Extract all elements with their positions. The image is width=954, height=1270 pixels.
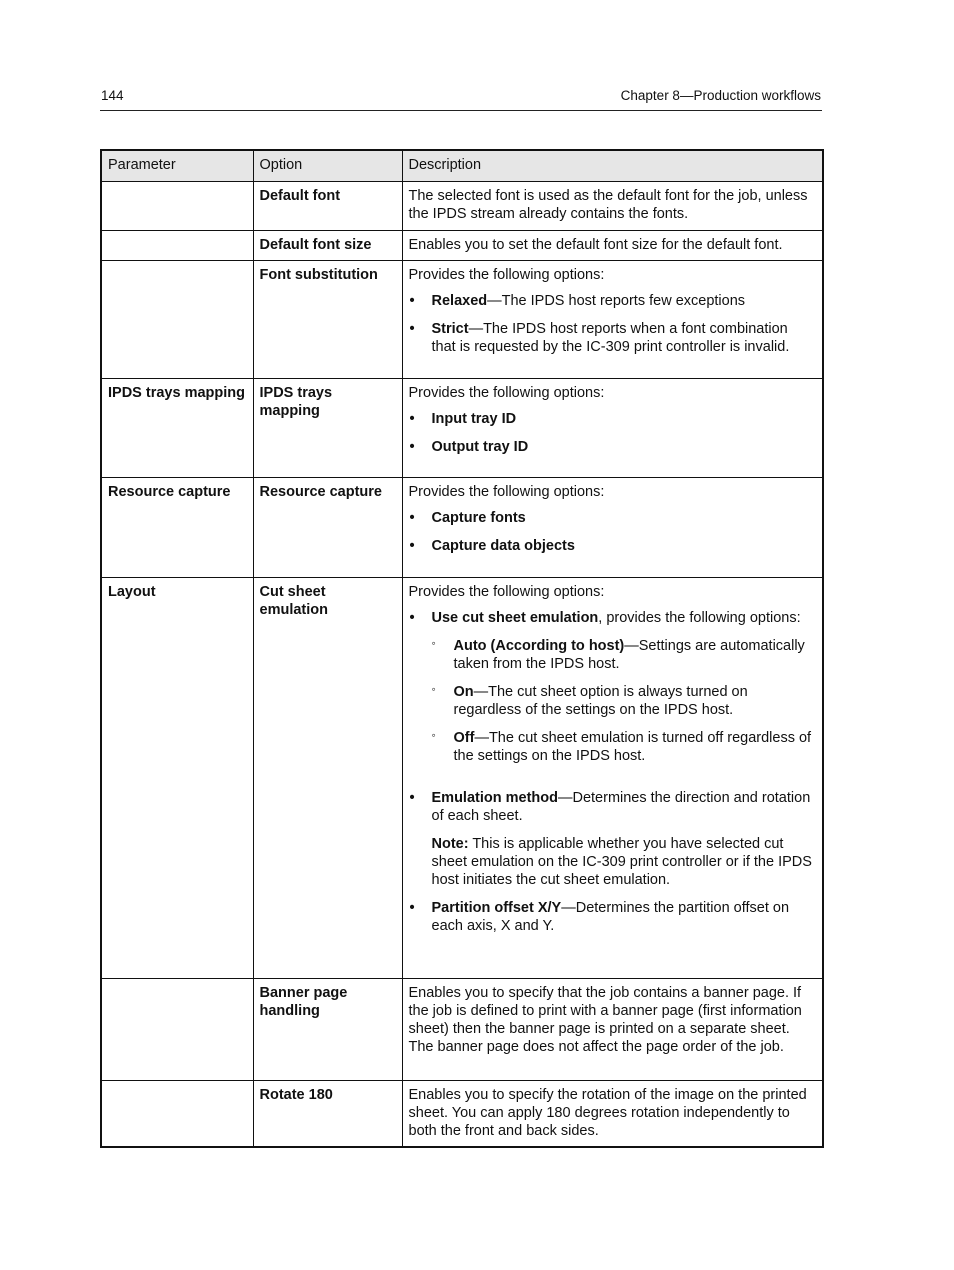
option-cell: Rotate 180: [253, 1081, 402, 1148]
table-row-font-substitution: [101, 261, 823, 379]
option-cell: Font substitution: [253, 261, 402, 379]
option-text: —Determines the partition offset on each axis, X and Y.: [431, 900, 790, 934]
option-list: [409, 292, 816, 356]
option-term: Input tray ID: [431, 411, 517, 427]
sub-option-list: [432, 637, 816, 765]
option-term: Capture fonts: [431, 510, 526, 526]
option-term: On: [453, 684, 474, 700]
option-term: Off: [453, 730, 475, 746]
note-text: This is applicable whether you have selected cut sheet emulation on the IC-309 print controller or if the IPDS host initiates the cut sheet emulation.: [431, 836, 812, 888]
option-term: Strict: [431, 321, 469, 337]
option-text: —The cut sheet emulation is turned off regardless of the settings on the IPDS host.: [453, 730, 812, 764]
option-text: —The IPDS host reports few exceptions: [487, 293, 746, 309]
list-item: [409, 320, 816, 356]
option-text: —Settings are automatically taken from the IPDS host.: [453, 638, 805, 672]
option-term: Use cut sheet emulation: [431, 610, 599, 626]
list-item: [409, 438, 816, 456]
option-cell: IPDS trays mapping: [253, 379, 402, 478]
list-item: [409, 537, 816, 555]
option-term: Partition offset X/Y: [431, 900, 562, 916]
option-cell: Cut sheet emulation: [253, 578, 402, 979]
column-header-option: Option: [253, 150, 402, 182]
note: [432, 835, 816, 889]
note-label: Note:: [431, 836, 469, 852]
description-cell: Enables you to specify the rotation of the image on the printed sheet. You can apply 180 degrees rotation independently to both the front and back sides.: [402, 1081, 823, 1148]
table-row-resource-capture: [101, 478, 823, 578]
option-list: [409, 410, 816, 456]
option-cell: Resource capture: [253, 478, 402, 578]
parameter-cell: [101, 979, 253, 1081]
list-item: [409, 609, 816, 765]
option-cell: Default font size: [253, 231, 402, 261]
description-cell: Enables you to set the default font size for the default font.: [402, 231, 823, 261]
list-item: [432, 683, 816, 719]
description-cell: [402, 578, 823, 979]
option-term: Relaxed: [431, 293, 488, 309]
list-item: [432, 729, 816, 765]
table-row-rotate-180: [101, 1081, 823, 1148]
description-cell: [402, 478, 823, 578]
description-intro: Provides the following options:: [408, 484, 605, 500]
parameter-cell: IPDS trays mapping: [101, 379, 253, 478]
list-item: [409, 410, 816, 428]
page-header: [100, 88, 822, 111]
description-intro: Provides the following options:: [408, 584, 605, 600]
description-intro: Provides the following options:: [408, 267, 605, 283]
option-term: Emulation method: [431, 790, 558, 806]
table-header-row: [101, 150, 823, 182]
option-list: [409, 609, 816, 935]
list-item: [409, 899, 816, 935]
list-item: [409, 789, 816, 889]
list-item: [409, 292, 816, 310]
parameter-cell: [101, 182, 253, 231]
option-cell: Default font: [253, 182, 402, 231]
option-text: —Determines the direction and rotation of each sheet.: [431, 790, 811, 824]
option-term: Output tray ID: [431, 439, 529, 455]
table-row-default-font: [101, 182, 823, 231]
option-text: , provides the following options:: [598, 610, 801, 626]
parameter-cell: [101, 231, 253, 261]
parameter-cell: Layout: [101, 578, 253, 979]
option-cell: Banner page handling: [253, 979, 402, 1081]
description-cell: The selected font is used as the default font for the job, unless the IPDS stream already contains the fonts.: [402, 182, 823, 231]
description-intro: Provides the following options:: [408, 385, 605, 401]
list-item: [432, 637, 816, 673]
option-text: —The cut sheet option is always turned on regardless of the settings on the IPDS host.: [453, 684, 748, 718]
parameters-table: [100, 149, 824, 1148]
option-term: Auto (According to host): [453, 638, 625, 654]
page-number: 144: [101, 88, 124, 103]
parameter-cell: [101, 261, 253, 379]
description-cell: [402, 261, 823, 379]
description-cell: Enables you to specify that the job contains a banner page. If the job is defined to print with a banner page (first information sheet) then the banner page is printed on a separate sheet. The banner page does not affect the page order of the job.: [402, 979, 823, 1081]
option-list: [409, 509, 816, 555]
table-row-default-font-size: [101, 231, 823, 261]
option-text: —The IPDS host reports when a font combination that is requested by the IC-309 print controller is invalid.: [431, 321, 790, 355]
parameter-cell: Resource capture: [101, 478, 253, 578]
table-row-banner-page: [101, 979, 823, 1081]
table-row-layout: [101, 578, 823, 979]
column-header-description: Description: [402, 150, 823, 182]
description-cell: [402, 379, 823, 478]
list-item: [409, 509, 816, 527]
option-term: Capture data objects: [431, 538, 575, 554]
table-row-ipds-trays: [101, 379, 823, 478]
column-header-parameter: Parameter: [101, 150, 253, 182]
parameter-cell: [101, 1081, 253, 1148]
chapter-title: Chapter 8—Production workflows: [620, 88, 821, 103]
